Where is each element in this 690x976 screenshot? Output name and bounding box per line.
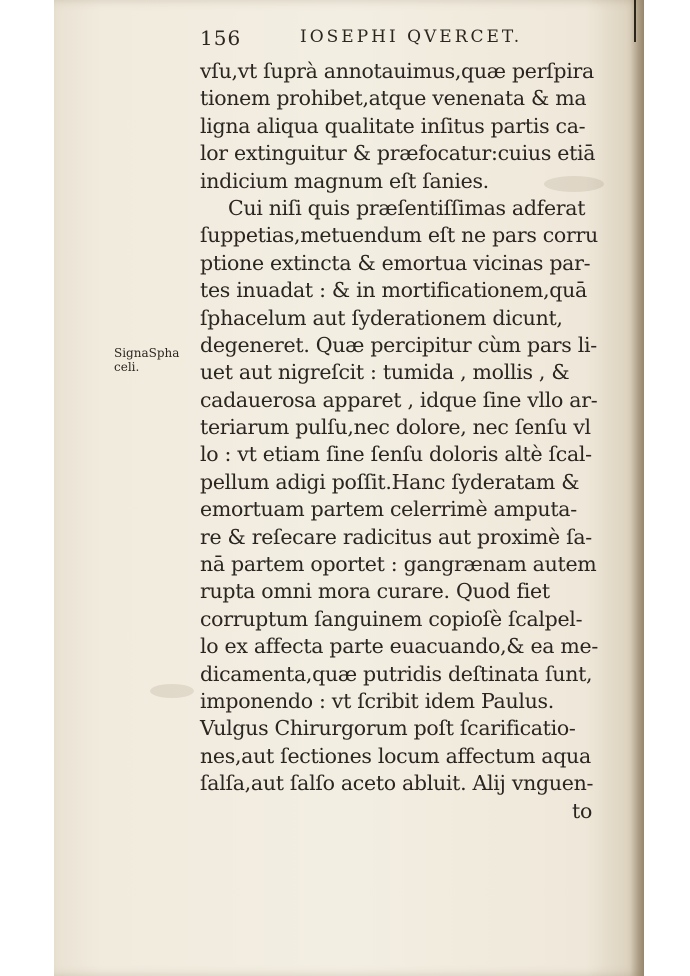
text-line: tionem prohibet,atque venenata & ma	[200, 86, 587, 111]
running-title: IOSEPHI QVERCET.	[300, 27, 523, 47]
text-line: lo ex affecta parte euacuando,& ea me-	[200, 634, 599, 659]
text-line: ligna aliqua qualitate inſitus partis ca-	[200, 113, 586, 138]
text-line: rupta omni mora curare. Quod fiet	[200, 579, 550, 604]
text-line: lo : vt etiam ſine ſenſu doloris altè ſcal-	[200, 442, 592, 467]
text-line: re & reſecare radicitus aut proximè ſa-	[200, 524, 592, 549]
smudge	[150, 684, 194, 698]
page-edge-mark	[634, 0, 636, 42]
text-line: imponendo : vt ſcribit idem Paulus.	[200, 688, 554, 713]
text-line: corruptum ſanguinem copioſè ſcalpel-	[200, 606, 583, 631]
text-line: cadauerosa apparet , idque ſine vllo ar-	[200, 387, 598, 412]
margin-note-line: celi.	[114, 360, 140, 374]
text-line: pellum adigi poſſit.Hanc ſyderatam &	[200, 469, 580, 494]
text-line: emortuam partem celerrimè amputa-	[200, 497, 577, 522]
page-edge-shadow	[630, 0, 644, 976]
text-line: dicamenta,quæ putridis deſtinata ſunt,	[200, 661, 593, 686]
text-line: vſu,vt ſuprà annotauimus,quæ perſpira	[200, 59, 594, 83]
text-line: degeneret. Quæ percipitur cùm pars li-	[200, 332, 597, 357]
margin-note-line: SignaSpha	[114, 346, 180, 360]
margin-note	[114, 346, 200, 374]
text-line: Cui niſi quis præſentiſſimas adferat	[228, 195, 586, 220]
text-line: nes,aut ſectiones locum affectum aqua	[200, 743, 591, 768]
text-line: uet aut nigreſcit : tumida , mollis , &	[200, 360, 570, 385]
text-line: ſphacelum aut ſyderationem dicunt,	[200, 305, 563, 330]
text-line: teriarum pulſu,nec dolore, nec ſenſu vl	[200, 415, 591, 440]
text-line: nā partem oportet : gangrænam autem	[200, 552, 597, 577]
text-line: ſuppetias,metuendum eſt ne pars corru	[200, 223, 598, 248]
text-line: ptione extincta & emortua vicinas par-	[200, 250, 591, 275]
body-text	[200, 58, 620, 825]
text-line: lor extinguitur & præfocatur:cuius etiā	[200, 141, 596, 166]
text-line: Vulgus Chirurgorum poſt ſcarificatio-	[200, 716, 576, 741]
catchword: to	[572, 798, 592, 823]
text-line: tes inuadat : & in mortificationem,quā	[200, 278, 587, 303]
text-line: indicium magnum eſt ſanies.	[200, 168, 489, 193]
text-line: ſalſa,aut ſalſo aceto abluit. Alij vnguen-	[200, 771, 594, 796]
page-number: 156	[200, 26, 242, 50]
